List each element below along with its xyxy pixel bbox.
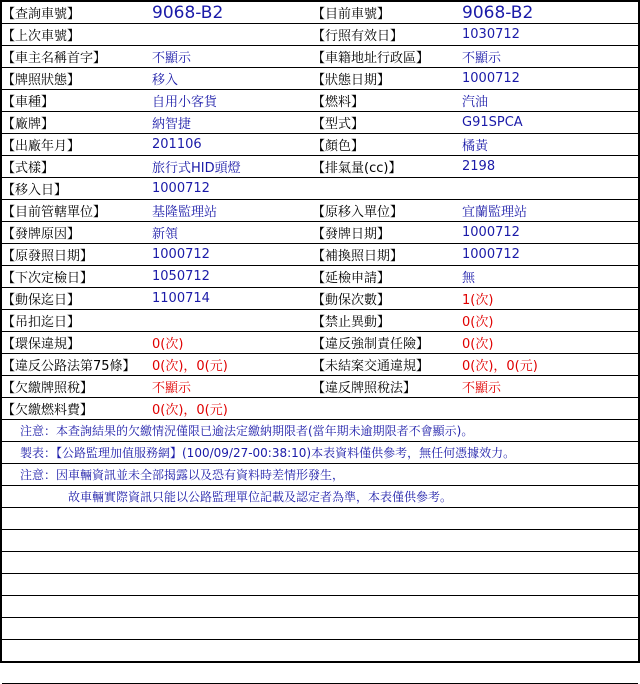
field-label: 【查詢車號】 [2, 7, 81, 22]
field-label [312, 178, 462, 199]
table-row [2, 354, 638, 376]
field-value: 自用小客貨 [152, 95, 218, 110]
field-value: 0(次) [462, 315, 494, 330]
field-label: 【上次車號】 [2, 29, 81, 44]
field-value [152, 24, 312, 45]
table-row [2, 134, 638, 156]
field-label: 【型式】 [312, 117, 365, 132]
field-label: 【發牌日期】 [312, 227, 391, 242]
field-label: 【違反強制責任險】 [312, 337, 430, 352]
table-row [2, 266, 638, 288]
field-value: 無 [462, 271, 476, 286]
field-label: 【廠牌】 [2, 117, 55, 132]
note-3: 注意：因車輛資訊並未全部揭露以及恐有資料時差情形發生， [2, 464, 638, 486]
table-row [2, 68, 638, 90]
blank-row [2, 596, 638, 618]
field-value: 納智捷 [152, 117, 192, 132]
note-2: 製表：【公路監理加值服務網】(100/09/27-00:38:10)本表資料僅供參考，無任何憑據效力。 [2, 442, 638, 464]
field-value [462, 398, 638, 419]
field-value: 1030712 [462, 27, 520, 42]
field-value: 201106 [152, 137, 202, 152]
field-label: 【目前車號】 [312, 7, 391, 22]
field-value: 移入 [152, 73, 179, 88]
table-row [2, 46, 638, 68]
field-value: 9068-B2 [462, 2, 534, 23]
blank-row [2, 618, 638, 640]
field-label: 【禁止異動】 [312, 315, 391, 330]
field-label: 【車種】 [2, 95, 55, 110]
table-row [2, 178, 638, 200]
field-label: 【行照有效日】 [312, 29, 404, 44]
field-label: 【動保次數】 [312, 293, 391, 308]
field-label: 【動保迄日】 [2, 293, 81, 308]
blank-row [2, 552, 638, 574]
field-label: 【式樣】 [2, 161, 55, 176]
field-value: 不顯示 [152, 381, 192, 396]
field-value: 0(次)，0(元) [152, 403, 228, 418]
field-label: 【欠繳燃料費】 [2, 403, 94, 418]
field-label: 【移入日】 [2, 183, 68, 198]
field-value: 1000712 [152, 247, 210, 262]
table-row [2, 332, 638, 354]
field-label: 【牌照狀態】 [2, 73, 81, 88]
field-value: 不顯示 [462, 381, 502, 396]
field-label: 【原移入單位】 [312, 205, 404, 220]
blank-row [2, 640, 638, 662]
blank-row [2, 508, 638, 530]
table-row [2, 222, 638, 244]
field-label: 【出廠年月】 [2, 139, 81, 154]
field-label: 【車籍地址行政區】 [312, 51, 430, 66]
table-row [2, 376, 638, 398]
field-label: 【延檢申請】 [312, 271, 391, 286]
table-row [2, 90, 638, 112]
field-value: 新領 [152, 227, 179, 242]
field-value [462, 178, 638, 199]
field-value: 汽油 [462, 95, 489, 110]
field-label: 【未結案交通違規】 [312, 359, 430, 374]
blank-row [2, 530, 638, 552]
field-value: 不顯示 [152, 51, 192, 66]
field-label: 【目前管轄單位】 [2, 205, 107, 220]
field-label: 【吊扣迄日】 [2, 315, 81, 330]
table-row [2, 24, 638, 46]
field-value: 0(次)，0(元) [462, 359, 538, 374]
field-value: 1000712 [462, 71, 520, 86]
field-label: 【車主名稱首字】 [2, 51, 107, 66]
field-label: 【下次定檢日】 [2, 271, 94, 286]
field-label: 【違反牌照稅法】 [312, 381, 417, 396]
blank-row [2, 574, 638, 596]
field-value: 1(次) [462, 293, 494, 308]
table-row [2, 2, 638, 24]
field-value: 橘黃 [462, 139, 489, 154]
field-value: 1000712 [152, 181, 210, 196]
field-label: 【狀態日期】 [312, 73, 391, 88]
table-row [2, 112, 638, 134]
field-value: 基隆監理站 [152, 205, 218, 220]
note-1: 注意：本查詢結果的欠繳情況僅限已逾法定繳納期限者(當年期未逾期限者不會顯示)。 [2, 420, 638, 442]
field-label: 【欠繳牌照稅】 [2, 381, 94, 396]
field-value: 0(次) [462, 337, 494, 352]
field-value: 1000712 [462, 247, 520, 262]
table-row [2, 156, 638, 178]
field-label [312, 398, 462, 419]
table-row [2, 288, 638, 310]
table-row [2, 200, 638, 222]
field-value: 9068-B2 [152, 2, 224, 23]
note-4: 故車輛實際資訊只能以公路監理單位記載及認定者為準，本表僅供參考。 [2, 486, 638, 508]
field-label: 【發牌原因】 [2, 227, 81, 242]
field-label: 【排氣量(cc)】 [312, 161, 402, 176]
field-label: 【違反公路法第75條】 [2, 359, 136, 374]
field-label: 【顏色】 [312, 139, 365, 154]
field-value: 1100714 [152, 291, 210, 306]
table-row [2, 398, 638, 420]
field-value: 旅行式HID頭燈 [152, 161, 241, 176]
info-rows [2, 2, 638, 420]
field-label: 【燃料】 [312, 95, 365, 110]
field-value: 2198 [462, 159, 496, 174]
field-label: 【補換照日期】 [312, 249, 404, 264]
field-value: 0(次)，0(元) [152, 359, 228, 374]
blank-row [2, 662, 638, 684]
field-label: 【環保違規】 [2, 337, 81, 352]
field-value: 不顯示 [462, 51, 502, 66]
table-row [2, 244, 638, 266]
table-row [2, 310, 638, 332]
field-value: 1050712 [152, 269, 210, 284]
field-value: 宜蘭監理站 [462, 205, 528, 220]
field-value: 0(次) [152, 337, 184, 352]
field-value: 1000712 [462, 225, 520, 240]
field-value [152, 310, 312, 331]
field-label: 【原發照日期】 [2, 249, 94, 264]
field-value: G91SPCA [462, 115, 523, 130]
